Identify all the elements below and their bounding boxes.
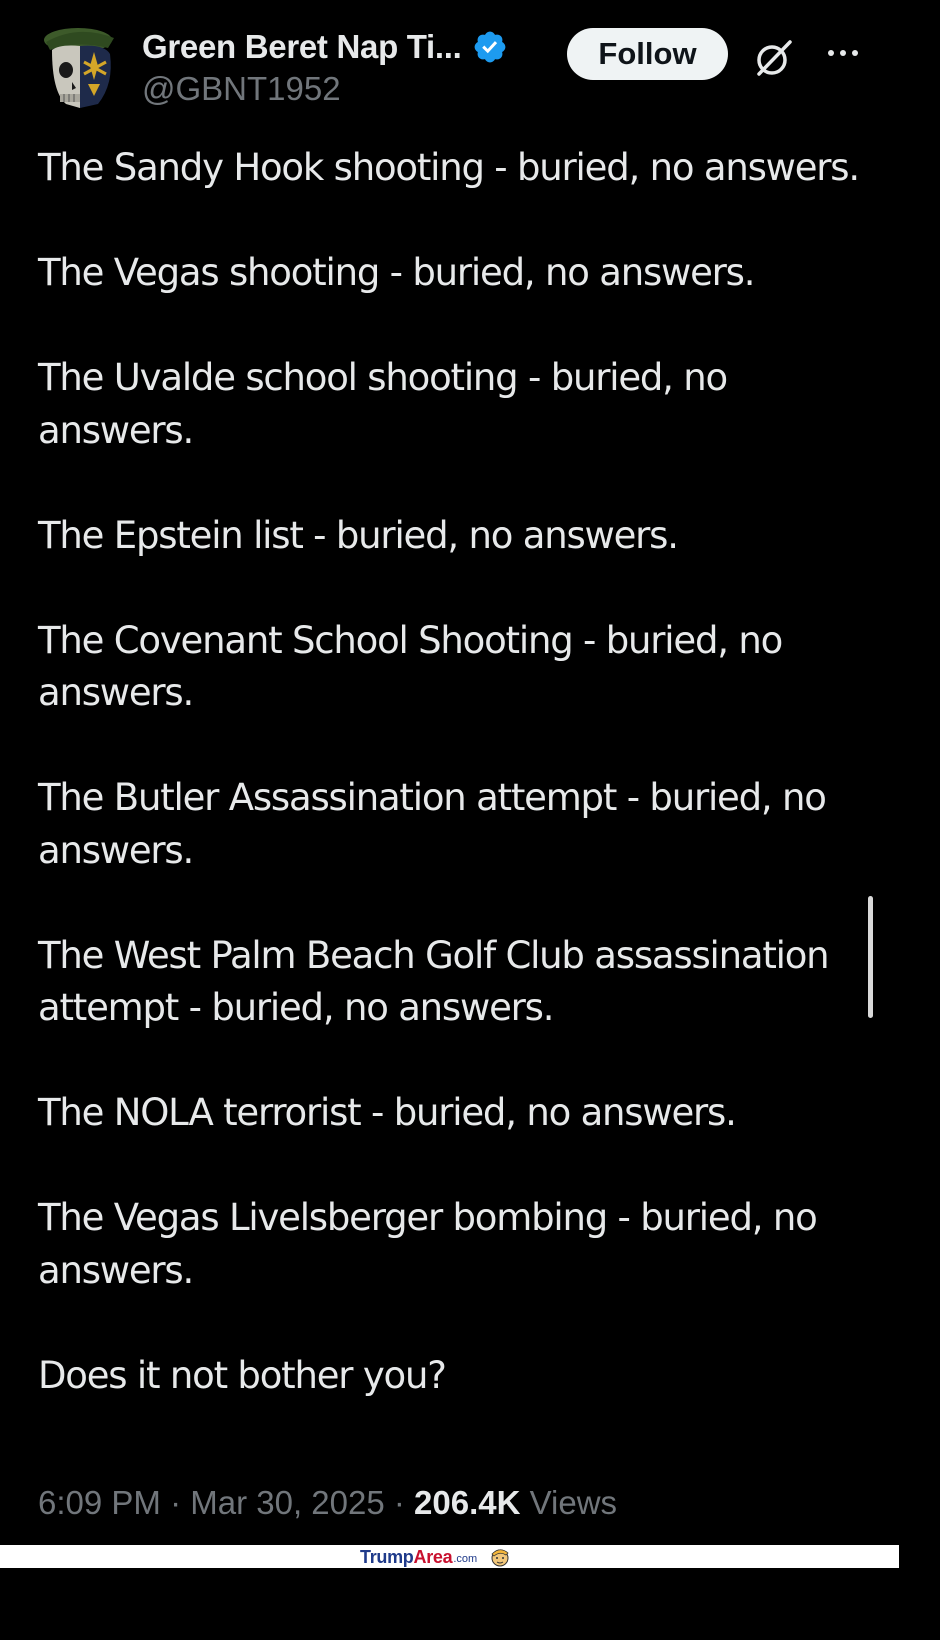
watermark-suffix: .com (453, 1553, 478, 1565)
tweet-paragraph: The Butler Assassination attempt - buried, no answers. (38, 776, 826, 872)
author-name-row[interactable] (142, 24, 508, 70)
tweet-paragraph: The Sandy Hook shooting - buried, no answers. (38, 146, 859, 189)
watermark (360, 1546, 511, 1568)
watermark-face-icon (489, 1546, 511, 1568)
scrollbar-thumb[interactable] (868, 896, 873, 1018)
avatar-image (38, 22, 122, 114)
meta-separator: · (384, 1484, 415, 1521)
watermark-trump: Trump (360, 1546, 414, 1567)
tweet-paragraph: The Uvalde school shooting - buried, no answers. (38, 356, 727, 452)
tweet-date[interactable]: Mar 30, 2025 (190, 1484, 385, 1521)
verified-badge-icon (472, 29, 508, 65)
tweet-paragraph: The Vegas shooting - buried, no answers. (38, 251, 755, 294)
views-count: 206.4K (414, 1484, 521, 1521)
author-handle[interactable]: @GBNT1952 (142, 70, 341, 107)
meta-separator: · (160, 1484, 191, 1521)
tweet-paragraph: The Epstein list - buried, no answers. (38, 513, 678, 557)
more-icon[interactable] (825, 38, 861, 68)
tweet-paragraph: The West Palm Beach Golf Club assassination attempt - buried, no answers. (38, 933, 829, 1029)
tweet-paragraph: Does it not bother you? (38, 1353, 446, 1397)
views-label: Views (529, 1484, 618, 1521)
author-avatar[interactable] (38, 22, 122, 114)
grok-icon[interactable] (752, 36, 796, 80)
tweet-paragraph: The Covenant School Shooting - buried, no answers. (38, 618, 783, 714)
watermark-area: Area (413, 1546, 453, 1567)
tweet-paragraph: The Vegas Livelsberger bombing - buried, no answers. (38, 1196, 817, 1292)
follow-button[interactable]: Follow (567, 28, 728, 80)
tweet-text (38, 142, 868, 1402)
tweet-meta (38, 1484, 617, 1522)
author-display-name[interactable]: Green Beret Nap Ti... (142, 28, 462, 65)
tweet-time[interactable]: 6:09 PM (38, 1484, 161, 1521)
tweet-paragraph: The NOLA terrorist - buried, no answers. (38, 1091, 736, 1134)
